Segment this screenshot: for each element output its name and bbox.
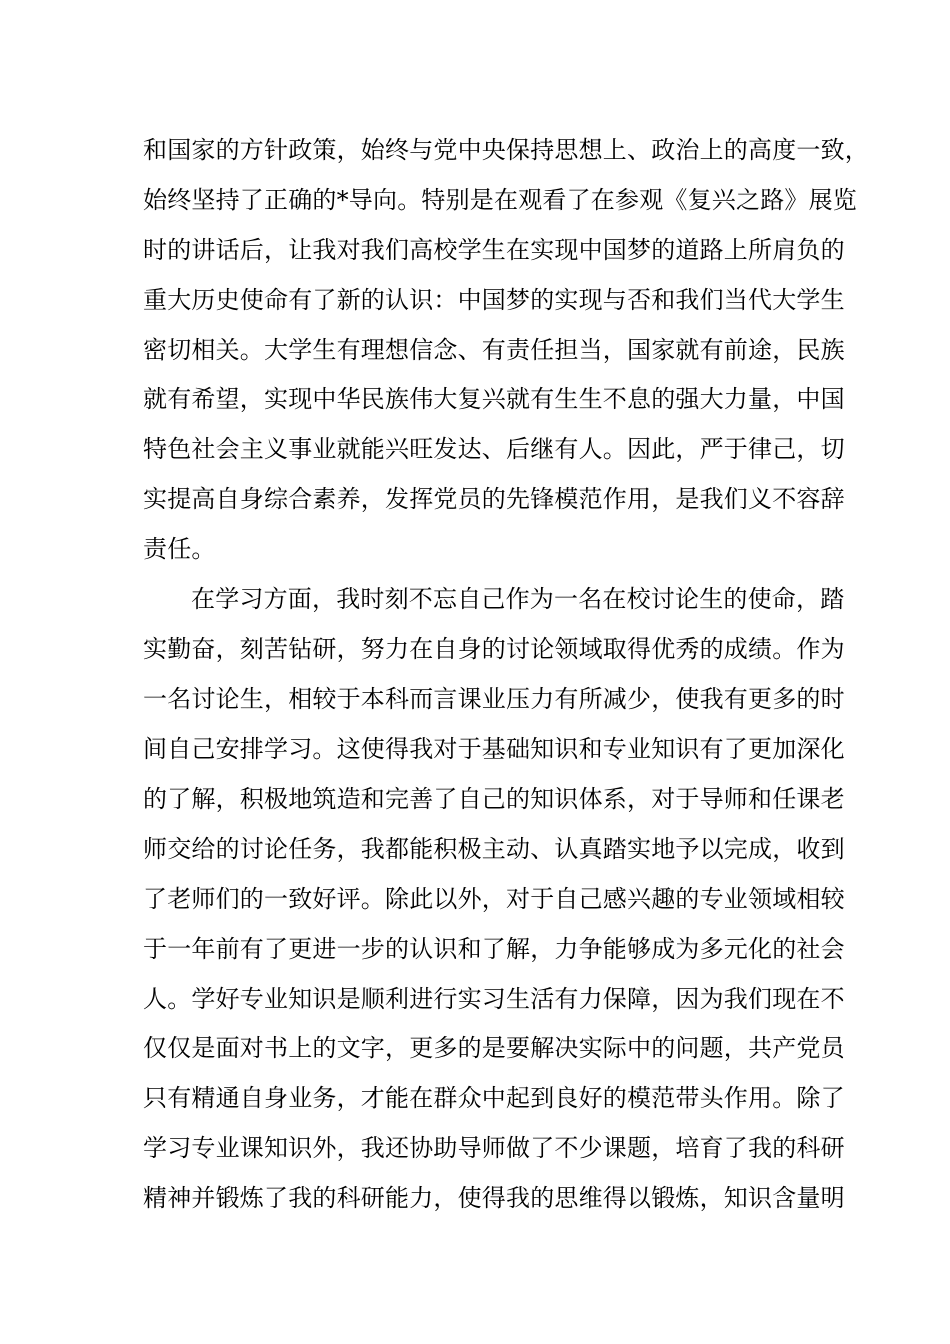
paragraph-line: 特色社会主义事业就能兴旺发达、后继有人。因此，严于律己，切	[143, 435, 845, 463]
paragraph-line: 的了解，积极地筑造和完善了自己的知识体系，对于导师和任课老	[143, 785, 845, 813]
paragraph-line: 仅仅是面对书上的文字，更多的是要解决实际中的问题，共产党员	[143, 1034, 845, 1062]
paragraph-line: 间自己安排学习。这使得我对于基础知识和专业知识有了更加深化	[143, 735, 845, 763]
paragraph-line: 了老师们的一致好评。除此以外，对于自己感兴趣的专业领域相较	[143, 885, 845, 913]
paragraph-line: 和国家的方针政策，始终与党中央保持思想上、政治上的高度一致，	[143, 136, 869, 164]
paragraph-line: 实勤奋，刻苦钻研，努力在自身的讨论领域取得优秀的成绩。作为	[143, 635, 845, 663]
paragraph-line: 学习专业课知识外，我还协助导师做了不少课题，培育了我的科研	[143, 1134, 845, 1162]
paragraph-line: 重大历史使命有了新的认识：中国梦的实现与否和我们当代大学生	[143, 286, 845, 314]
paragraph-line: 于一年前有了更进一步的认识和了解，力争能够成为多元化的社会	[143, 935, 845, 963]
paragraph-first-line: 在学习方面，我时刻不忘自己作为一名在校讨论生的使命，踏	[191, 585, 845, 613]
paragraph-line: 实提高自身综合素养，发挥党员的先锋模范作用，是我们义不容辞	[143, 485, 845, 513]
paragraph-line: 师交给的讨论任务，我都能积极主动、认真踏实地予以完成，收到	[143, 835, 845, 863]
paragraph-line: 只有精通自身业务，才能在群众中起到良好的模范带头作用。除了	[143, 1084, 845, 1112]
paragraph-line: 人。学好专业知识是顺利进行实习生活有力保障，因为我们现在不	[143, 985, 845, 1013]
paragraph-line: 时的讲话后，让我对我们高校学生在实现中国梦的道路上所肩负的	[143, 236, 845, 264]
paragraph-line: 精神并锻炼了我的科研能力，使得我的思维得以锻炼，知识含量明	[143, 1184, 845, 1212]
paragraph-line: 密切相关。大学生有理想信念、有责任担当，国家就有前途，民族	[143, 336, 845, 364]
paragraph-line: 始终坚持了正确的*导向。特别是在观看了在参观《复兴之路》展览	[143, 186, 857, 214]
paragraph-line: 一名讨论生，相较于本科而言课业压力有所减少，使我有更多的时	[143, 685, 845, 713]
paragraph-line: 责任。	[143, 535, 216, 563]
paragraph-line: 就有希望，实现中华民族伟大复兴就有生生不息的强大力量，中国	[143, 385, 845, 413]
